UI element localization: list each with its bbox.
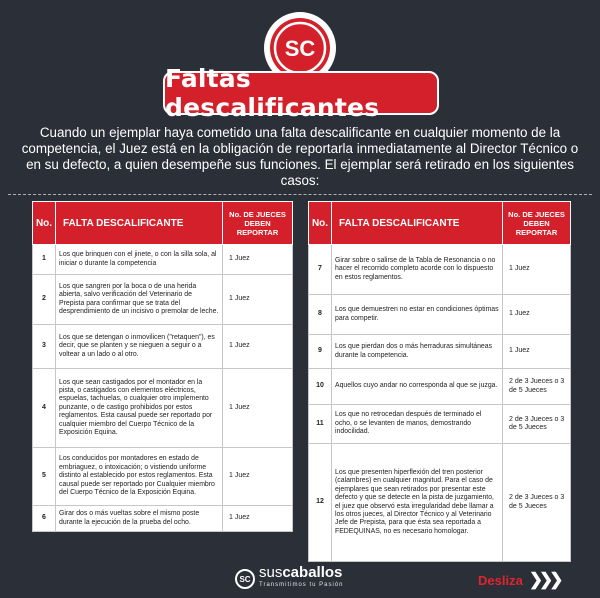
fault-description: Los que sean castigados por el montador en la pista, o castigados con elementos eléctricos, espuelas, tachuelas, o cualquier otro implemento punzante, o de castigo prohibidos por estos reglamentos. Esta causal puede ser reportado por cualquier miembro del Cuerpo Técnico de la Exposición Equina. [56, 369, 223, 448]
table-row [33, 369, 293, 448]
fault-description: Los que no retrocedan después de terminado el ocho, o se levanten de manos, demostrando indocilidad. [332, 405, 503, 444]
fault-description: Los conducidos por montadores en estado de embriaguez, o intoxicación; o vistiendo uniforme distinto al establecido por estos reglamentos. Esta causal puede ser reportado por Cualquier miembro del Cuerpo Técnico de la Exposición Equina. [56, 448, 223, 506]
intro-text: Cuando un ejemplar haya cometido una falta descalificante en cualquier momento de la competencia, el Juez está en la obligación de reportarla inmediatamente al Director Técnico o en su defecto, a quien desempeñe sus funciones. El ejemplar será retirado en los siguientes casos: [21, 125, 579, 188]
divider [8, 194, 592, 195]
header-jueces: No. DE JUECES DEBEN REPORTAR [223, 202, 293, 245]
page-title: Faltas descalificantes [165, 64, 380, 122]
fault-description: Girar dos o más vueltas sobre el mismo poste durante la ejecución de la prueba del ocho. [56, 506, 223, 532]
table-header-row [309, 202, 571, 245]
judges-required: 1 Juez [223, 325, 293, 369]
chevron-right-icon: ❯❯❯ [528, 570, 560, 589]
fault-description: Los que presenten hiperflexión del tren posterior (calambres) en cualquier magnitud. Para el caso de ejemplares que sean retirados por presentar este defecto y que se detecte en la pista de juzgamiento, el juez que observó esta irregularidad debe llamar a los otros jueces, al Director Técnico y al Veterinario Jefe de Prepista, para que ésta sea reportada a FEDEQUINAS, no es necesario homologar. [332, 444, 503, 562]
swipe-next-button[interactable] [478, 570, 560, 590]
row-number: 3 [33, 325, 56, 369]
judges-required: 1 Juez [223, 448, 293, 506]
swipe-label: Desliza [478, 572, 523, 588]
judges-required: 1 Juez [223, 369, 293, 448]
faults-table-right [308, 201, 571, 562]
row-number: 1 [33, 245, 56, 275]
judges-required: 1 Juez [503, 245, 571, 295]
judges-required: 2 de 3 Jueces o 3 de 5 Jueces [503, 369, 571, 405]
fault-description: Aquellos cuyo andar no corresponda al que se juzga. [332, 369, 503, 405]
table-row [309, 295, 571, 335]
judges-required: 1 Juez [223, 275, 293, 325]
header-falta: FALTA DESCALIFICANTE [332, 202, 503, 245]
brand-tagline: Transmitimos tu Pasión [259, 582, 344, 588]
table-row [309, 369, 571, 405]
brand-name [259, 566, 343, 592]
row-number: 10 [309, 369, 332, 405]
table-body-left [33, 245, 293, 532]
table-row [309, 405, 571, 444]
row-number: 9 [309, 335, 332, 369]
row-number: 8 [309, 295, 332, 335]
judges-required: 2 de 3 Jueces o 3 de 5 Jueces [503, 444, 571, 562]
fault-description: Los que demuestren no estar en condiciones óptimas para competir. [332, 295, 503, 335]
table-row [33, 325, 293, 369]
row-number: 2 [33, 275, 56, 325]
brand-bold: caballos [282, 564, 343, 581]
fault-description: Los que brinquen con el jinete, o con la silla sola, al iniciar o durante la competencia [56, 245, 223, 275]
table-row [33, 245, 293, 275]
faults-table-left [32, 201, 293, 532]
title-banner [163, 64, 439, 122]
fault-description: Los que pierdan dos o más herraduras simultáneas durante la competencia. [332, 335, 503, 369]
table-row [33, 275, 293, 325]
row-number: 12 [309, 444, 332, 562]
judges-required: 2 de 3 Jueces o 3 de 5 Jueces [503, 405, 571, 444]
logo-initials: SC [284, 36, 316, 61]
table-body-right [309, 245, 571, 562]
footer-logo-icon: SC [235, 569, 255, 589]
row-number: 4 [33, 369, 56, 448]
table-row [33, 448, 293, 506]
table-row [309, 335, 571, 369]
table-row [309, 444, 571, 562]
row-number: 11 [309, 405, 332, 444]
table-header-row [33, 202, 293, 245]
row-number: 5 [33, 448, 56, 506]
header-no: No. [309, 202, 332, 245]
fault-description: Los que sangren por la boca o de una herida abierta, salvo verificación del Veterinario de Prepista para confirmar que se trata del desprendimiento de un incisivo o premolar de leche. [56, 275, 223, 325]
header-jueces: No. DE JUECES DEBEN REPORTAR [503, 202, 571, 245]
brand-prefix: sus [259, 564, 283, 581]
judges-required: 1 Juez [503, 295, 571, 335]
judges-required: 1 Juez [223, 245, 293, 275]
row-number: 7 [309, 245, 332, 295]
judges-required: 1 Juez [223, 506, 293, 532]
judges-required: 1 Juez [503, 335, 571, 369]
table-row [33, 506, 293, 532]
header-no: No. [33, 202, 56, 245]
fault-description: Los que se detengan o inmovilicen ("retaquen"), es decir, que se planten y se nieguen a seguir o a voltear a un lado o al otro. [56, 325, 223, 369]
row-number: 6 [33, 506, 56, 532]
table-row [309, 245, 571, 295]
fault-description: Girar sobre o salirse de la Tabla de Resonancia o no hacer el recorrido completo acorde con lo dispuesto en estos reglamentos. [332, 245, 503, 295]
header-falta: FALTA DESCALIFICANTE [56, 202, 223, 245]
footer-brand [235, 566, 343, 592]
